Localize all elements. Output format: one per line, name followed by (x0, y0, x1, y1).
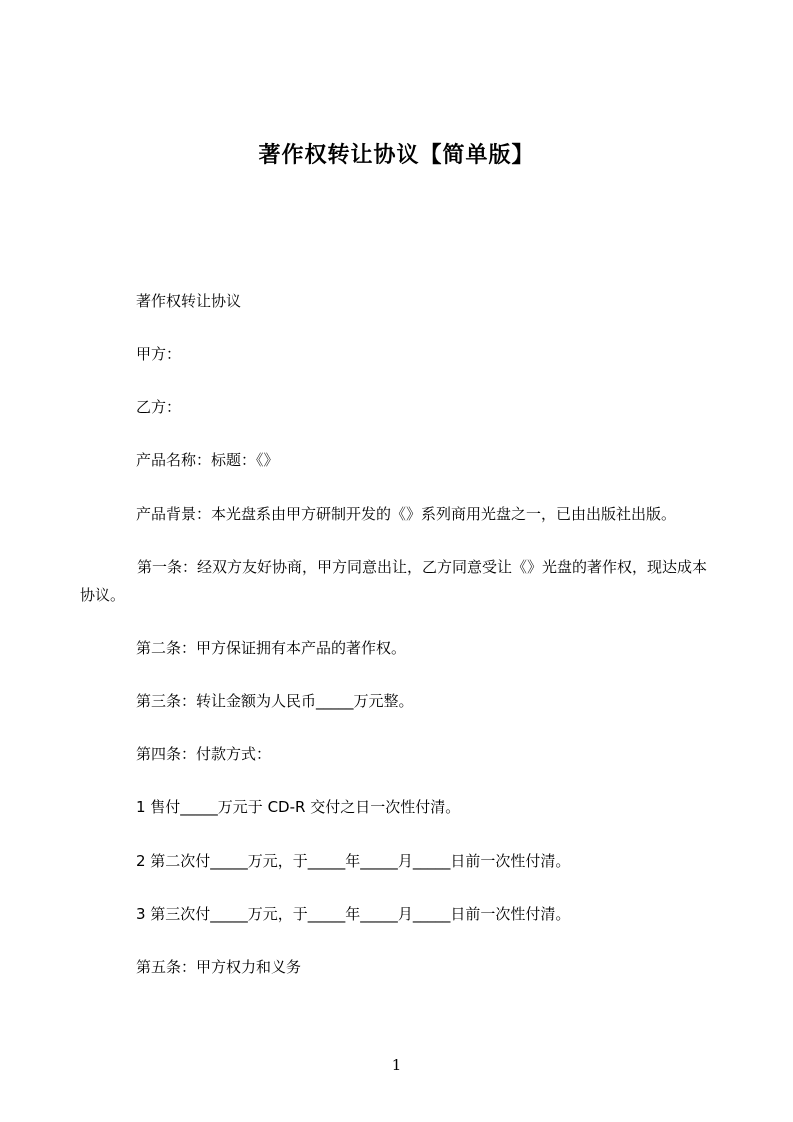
paragraph-product-name: 产品名称：标题：《》 (136, 451, 279, 469)
paragraph-payment-3: 3 第三次付_____万元，于_____年_____月_____日前一次性付清。 (136, 905, 571, 923)
paragraph-article-5: 第五条：甲方权力和义务 (136, 958, 302, 976)
paragraph-payment-1: 1 售付_____万元于 CD-R 交付之日一次性付清。 (136, 798, 461, 816)
paragraph-payment-2: 2 第二次付_____万元，于_____年_____月_____日前一次性付清。 (136, 852, 571, 870)
paragraph-party-b: 乙方： (136, 398, 182, 416)
paragraph-party-a: 甲方： (136, 345, 182, 363)
paragraph-agreement-heading: 著作权转让协议 (136, 292, 242, 310)
paragraph-article-2: 第二条：甲方保证拥有本产品的著作权。 (136, 639, 407, 657)
paragraph-product-background: 产品背景：本光盘系由甲方研制开发的《》系列商用光盘之一，已由出版社出版。 (136, 505, 677, 523)
paragraph-article-3: 第三条：转让金额为人民币_____万元整。 (136, 692, 414, 710)
paragraph-article-4: 第四条：付款方式： (136, 745, 272, 763)
paragraph-article-1: 第一条：经双方友好协商，甲方同意出让，乙方同意受让《》光盘的著作权，现达成本协议。 (80, 558, 708, 604)
page-number: 1 (391, 1056, 402, 1074)
document-title: 著作权转让协议【简单版】 (258, 143, 535, 168)
